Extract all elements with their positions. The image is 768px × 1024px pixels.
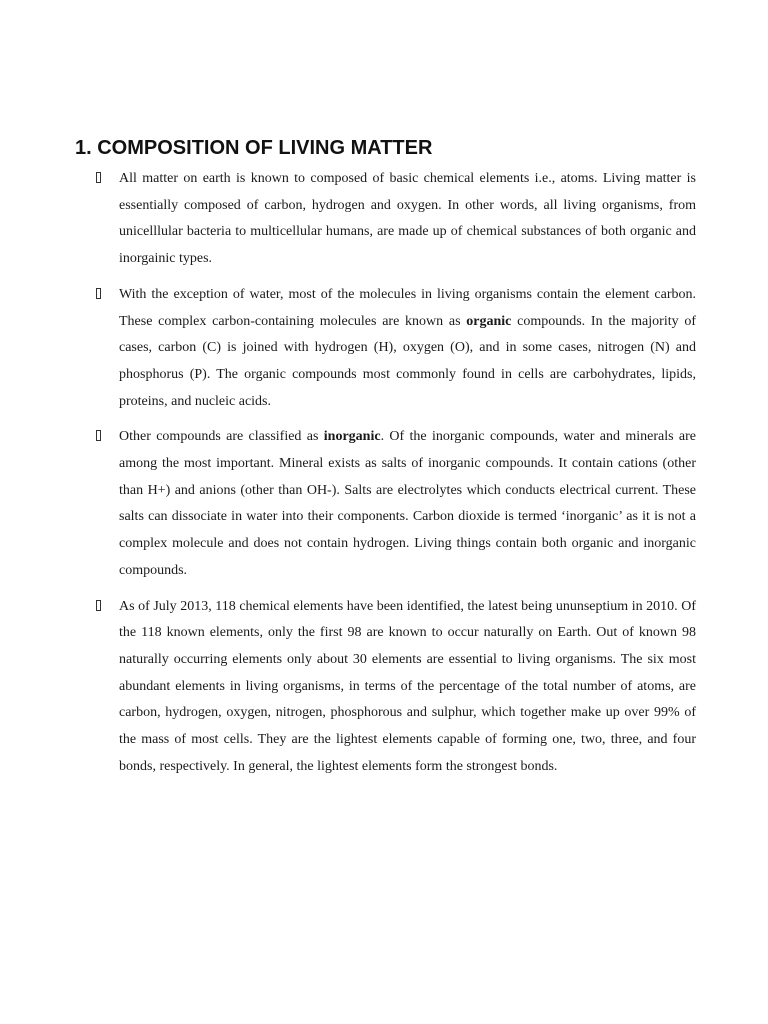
bullet-list xyxy=(96,166,696,789)
section-heading: 1. COMPOSITION OF LIVING MATTER xyxy=(75,137,433,159)
bullet-box-icon xyxy=(96,172,101,183)
bullet-box-icon xyxy=(96,288,101,299)
bold-term: inorganic xyxy=(323,429,381,445)
paragraph-text: compounds. In the majority of cases, carbon (C) is joined with hydrogen (H), oxygen (O), and in some cases, nitrogen (N) and phosphorus (P). The organic compounds most commonly found in cells are carbohydrates, lipids, proteins, and nucleic acids. xyxy=(119,313,696,409)
list-item xyxy=(96,282,696,416)
paragraph-text: All matter on earth is known to composed of basic chemical elements i.e., atoms. Living matter is essentially composed of carbon, hydrogen and oxygen. In other words, all living organisms, from unicelllular bacteria to multicellular humans, are made up of chemical substances of both organic and inorgainic types. xyxy=(119,171,696,267)
list-item xyxy=(96,424,696,584)
list-item xyxy=(96,594,696,781)
bullet-box-icon xyxy=(96,430,101,441)
bullet-box-icon xyxy=(96,600,101,611)
paragraph-text: Other compounds are classified as xyxy=(119,429,324,445)
bold-term: organic xyxy=(466,313,512,329)
list-item xyxy=(96,166,696,273)
paragraph-text: With the exception of water, most of the molecules in living organisms contain the element carbon. These complex carbon-containing molecules are known as xyxy=(119,286,696,329)
paragraph-text: As of July 2013, 118 chemical elements have been identified, the latest being ununseptium in 2010. Of the 118 known elements, only the first 98 are known to occur naturally on Earth. Out of known 98 naturally occurring elements only about 30 elements are essential to living organisms. The six most abundant elements in living organisms, in terms of the percentage of the total number of atoms, are carbon, hydrogen, oxygen, nitrogen, phosphorous and sulphur, which together make up over 99% of the mass of most cells. They are the lightest elements capable of forming one, two, three, and four bonds, respectively. In general, the lightest elements form the strongest bonds. xyxy=(119,598,696,774)
paragraph-text: . Of the inorganic compounds, water and minerals are among the most important. Mineral exists as salts of inorganic compounds. It contain cations (other than H+) and anions (other than OH-). Salts are electrolytes which conducts electrical current. These salts can dissociate in water into their components. Carbon dioxide is termed ‘inorganic’ as it is not a complex molecule and does not contain hydrogen. Living things contain both organic and inorganic compounds. xyxy=(119,429,696,578)
